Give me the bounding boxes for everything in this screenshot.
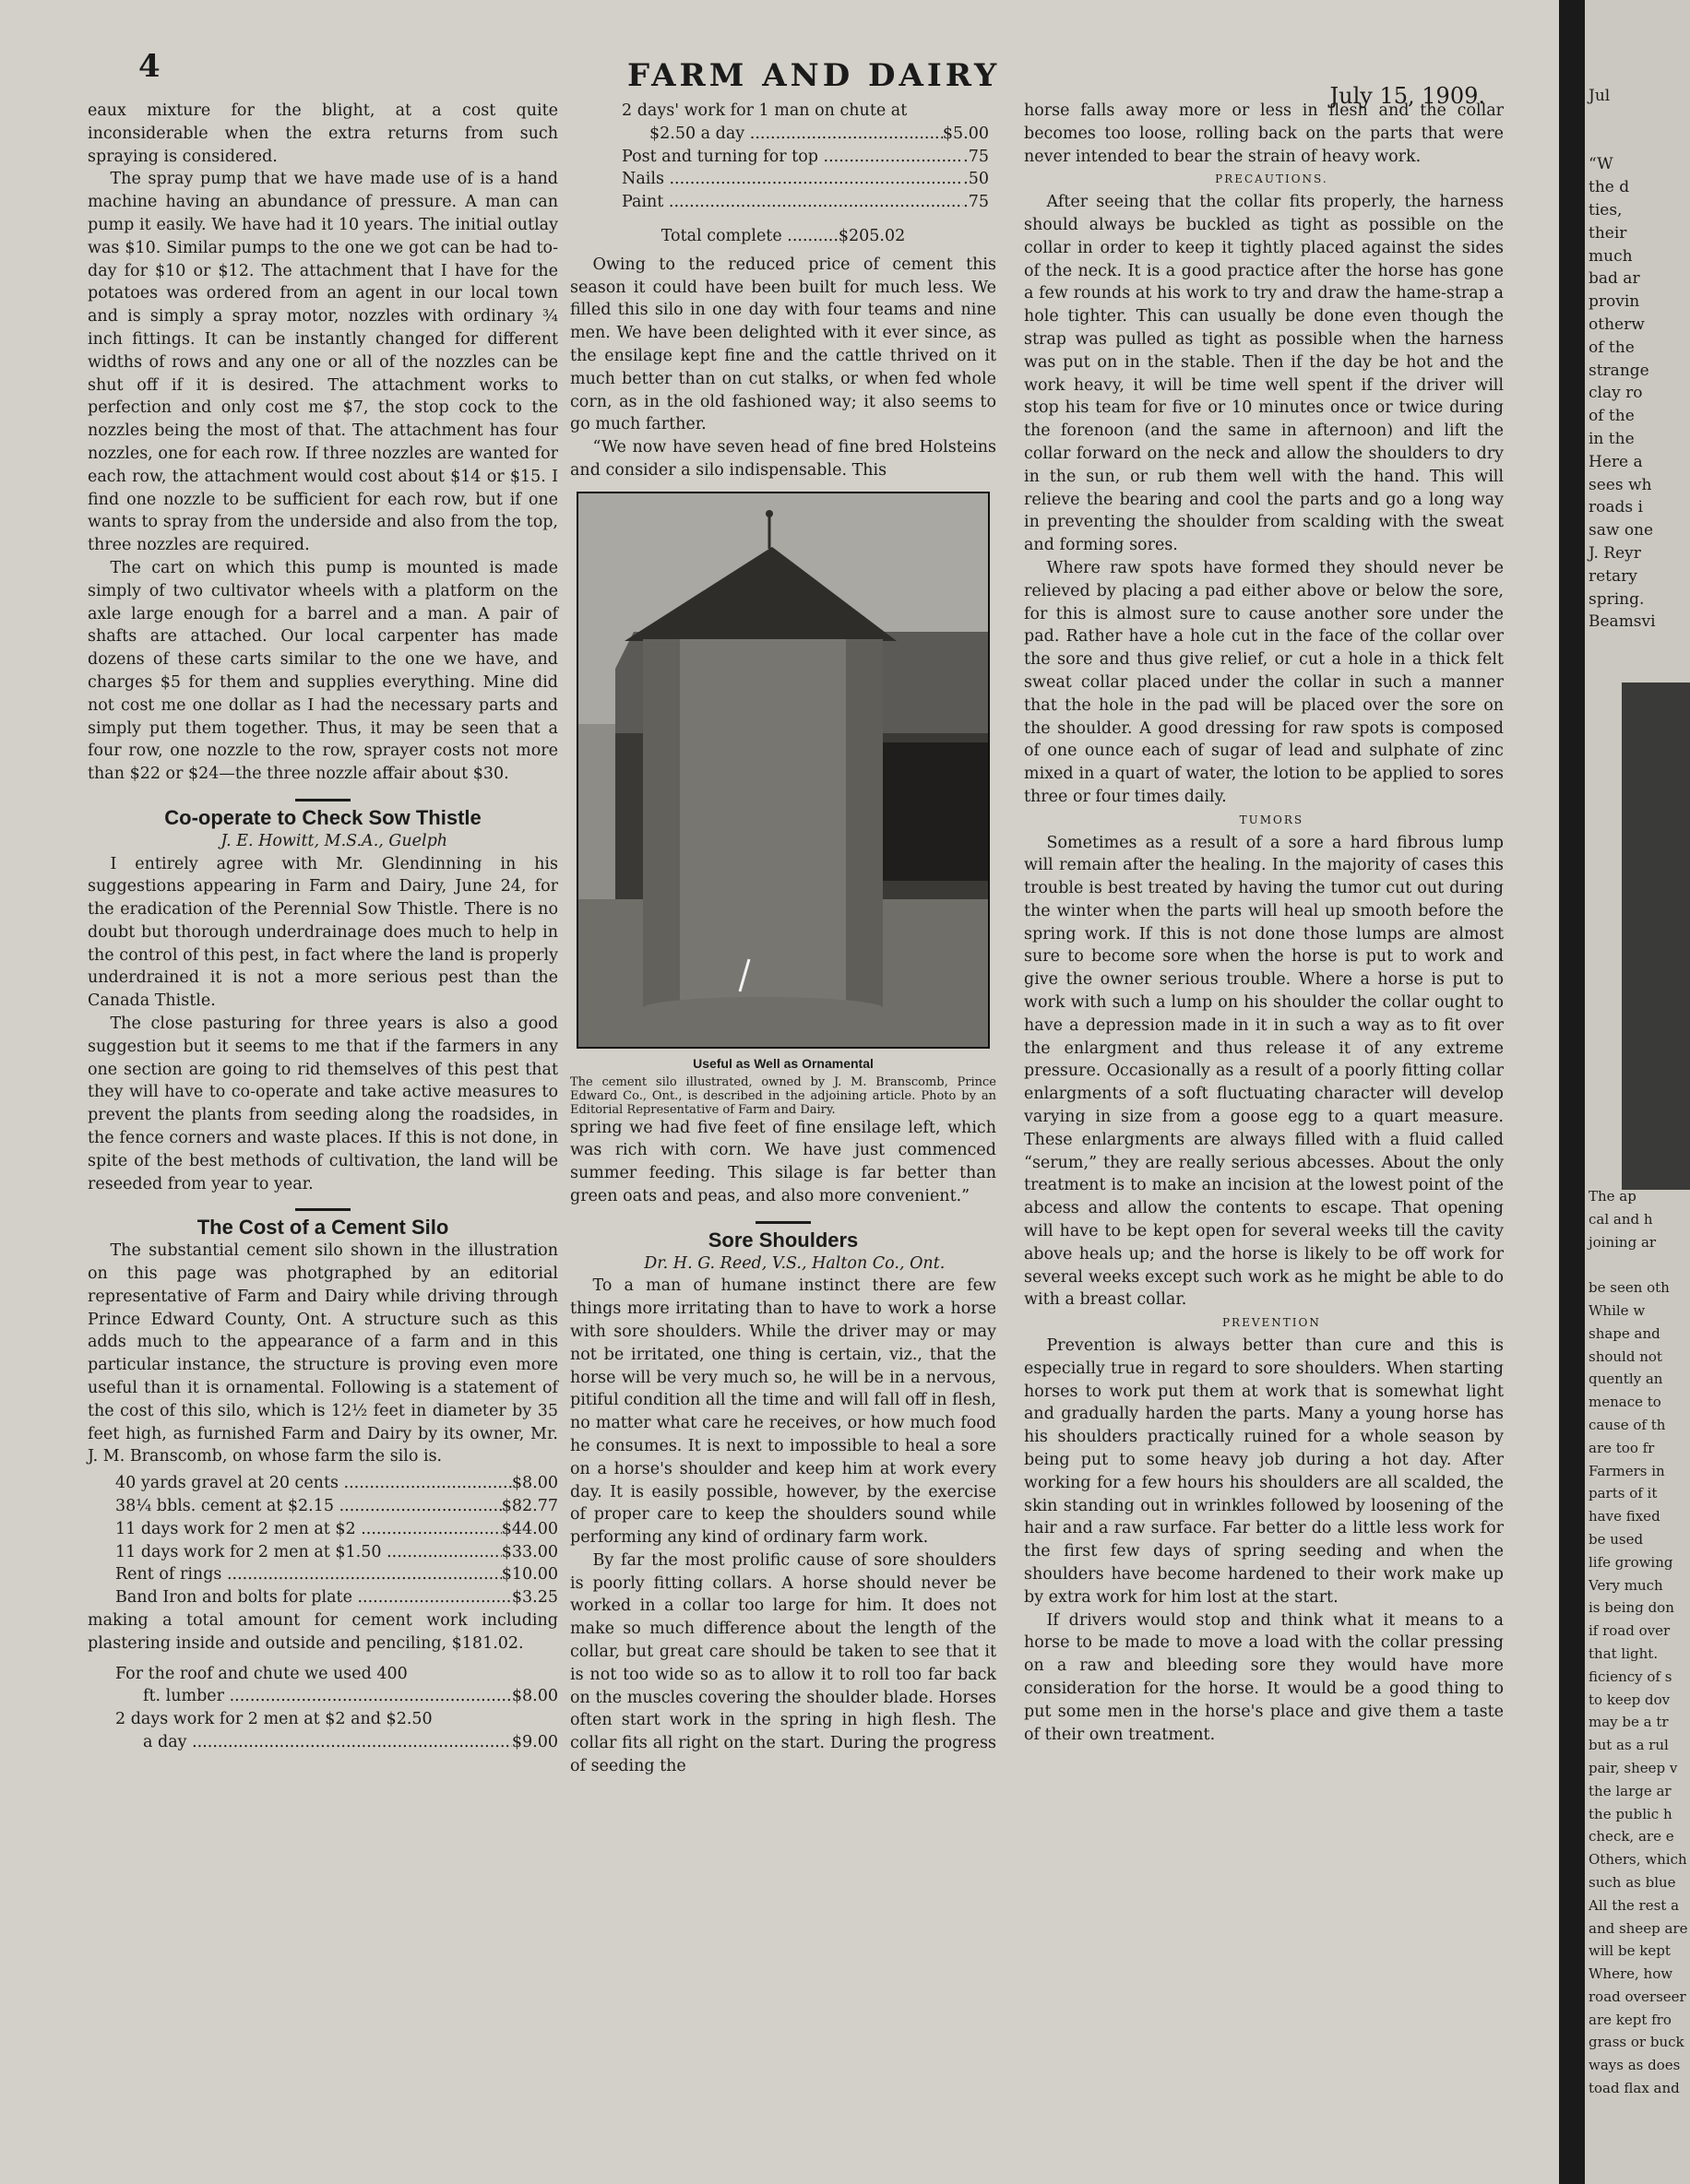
ledger-amount: $44.00 xyxy=(501,1519,558,1538)
paragraph: By far the most prolific cause of sore shoulders is poorly fitting collars. A horse should never be worked in a collar too large for him. It does not make so much difference about the length of the collar, but great care should be taken to see that it is not too wide so as to allow it to roll too far back on the muscles covering the shoulder blade. Horses often start work in the spring in high flesh. The collar fits all right on the start. During the progress of seeding the xyxy=(570,1550,996,1776)
ledger-amount: $8.00 xyxy=(511,1687,558,1706)
ledger-item: a day ..... xyxy=(143,1731,512,1754)
ledger-item: Band Iron and bolts for plate ..... xyxy=(115,1586,512,1609)
roof-ledger xyxy=(88,1663,558,1754)
facing-page-photo xyxy=(1622,682,1690,1190)
ledger-item: For the roof and chute we used 400 xyxy=(115,1664,408,1683)
byline: Dr. H. G. Reed, V.S., Halton Co., Ont. xyxy=(644,1253,946,1273)
article-title-cement-silo: The Cost of a Cement Silo xyxy=(196,1216,449,1240)
total-line: Total complete ..........$205.02 xyxy=(661,226,906,245)
photo-caption-text: The cement silo illustrated, owned by J. M. Branscomb, Prince Edward Co., Ont., is described in the adjoining article. Photo by an Editorial Representative of Farm and Dairy. xyxy=(570,1074,996,1117)
ledger-amount: $33.00 xyxy=(501,1542,558,1561)
ledger-amount: $8.00 xyxy=(511,1474,558,1493)
paragraph: Prevention is always better than cure and this is especially true in regard to sore shoulders. When starting horses to work put them at work that is somewhat light and gradually harden the parts. Many a young horse has his shoulders practically ruined for a whole season by being put to some heavy job during a hot day. After working for a few hours his shoulders are all scalded, the skin standing out in wrinkles followed by loosening of the hair and a raw surface. Far better do a little less work for the first few days of spring seeding and when the shoulders have become hardened to their work make up by extra work for him lost at the start. xyxy=(1024,1336,1504,1607)
ledger-amount: $5.00 xyxy=(942,124,989,143)
ledger-row xyxy=(115,1731,558,1754)
cost-ledger xyxy=(88,1472,558,1609)
ledger-amount: .50 xyxy=(963,170,989,189)
paragraph: eaux mixture for the blight, at a cost quite inconsiderable when the extra returns from such spraying is considered. xyxy=(88,101,558,166)
divider xyxy=(756,1221,811,1224)
paragraph: Where raw spots have formed they should never be relieved by placing a pad either above or below the sore, for this is almost sure to cause another sore under the pad. Rather have a hole cut in the face of the collar over the sore and thus give relief, or cut a hole in a thick felt sweat collar placed under the collar in such a manner that the hole in the pad will be placed over the sore on the shoulder. A good dressing for raw spots is composed of one ounce each of sugar of lead and sulphate of zinc mixed in a quart of water, the lotion to be applied to sores three or four times daily. xyxy=(1024,558,1504,806)
ledger-row xyxy=(115,1541,558,1564)
total-label: Total complete xyxy=(661,226,782,245)
facing-page-fragment xyxy=(1585,0,1690,2184)
paragraph: The close pasturing for three years is also a good suggestion but it seems to me that if the farmers in any one section are going to rid themselves of this pest that they will have to co-operate and take active measures to prevent the plants from seeding along the roadsides, in the fence corners and waste places. If this is not done, in spite of the best methods of cultivation, the land will be reseeded from year to year. xyxy=(88,1015,558,1193)
ledger-row xyxy=(115,1586,558,1609)
silo-photo xyxy=(577,492,990,1049)
paragraph: “We now have seven head of fine bred Holsteins and consider a silo indispensable. This xyxy=(570,438,996,480)
ledger-amount: $82.77 xyxy=(501,1497,558,1516)
column-2 xyxy=(570,100,996,1778)
paragraph: I entirely agree with Mr. Glendinning in his suggestions appearing in Farm and Dairy, June 24, for the eradication of the Perennial Sow Thistle. There is no doubt but thorough underdrainage does much to help in the control of this pest, in fact where the land is properly underdrained it is not a more serious pest than the Canada Thistle. xyxy=(88,854,558,1011)
subheading-prevention: PREVENTION xyxy=(1221,1316,1321,1330)
article-title-sore-shoulders: Sore Shoulders xyxy=(708,1228,859,1252)
ledger-row xyxy=(622,146,989,169)
silo-photo-image xyxy=(578,493,988,1047)
paragraph: The substantial cement silo shown in the illustration on this page was photgraphed by an editorial representative of Farm and Dairy while driving through Prince Edward County, Ont. A structure such as this adds much to the appearance of a farm and in this particular instance, the structure is proving even more useful than it is ornamental. Following is a statement of the cost of this silo, which is 12½ feet in diameter by 35 feet high, as furnished Farm and Dairy by its owner, Mr. J. M. Branscomb, on whose farm the silo is. xyxy=(88,1241,558,1466)
ledger-amount: .75 xyxy=(963,193,989,212)
ledger-amount: $10.00 xyxy=(501,1565,558,1585)
page-header xyxy=(138,48,1513,109)
facing-page-text-top: Jul “W the d ties, their much bad ar provin otherw of the strange clay ro of the in the Here a sees wh roads i saw one J. Reyr retary spring. Beamsvi xyxy=(1589,87,1656,632)
paragraph: The spray pump that we have made use of is a hand machine having an abundance of pressure. A man can pump it easily. We have had it 10 years. The initial outlay was $10. Similar pumps to the one we got can be had to-day for $10 or $12. The attachment that I have for the potatoes was ordered from an agent in our local town and is simply a spray motor, nozzles with ordinary ¾ inch fittings. It can be instantly changed for different widths of rows and any one or all of the nozzles can be shut off if it is desired. The attachment works to perfection and only cost me $7, the stop cock to the nozzles being the most of that. The attachment has four nozzles, one for each row. If three nozzles are wanted for each row, the attachment would cost about $14 or $15. I find one nozzle to be sufficient for each row, but if one wants to spray from the underside and also from the top, three nozzles are required. xyxy=(88,170,558,555)
ledger-item: ft. lumber ..... xyxy=(143,1685,512,1708)
column-3 xyxy=(1024,100,1504,1746)
paragraph: Owing to the reduced price of cement this season it could have been built for much less. We filled this silo in one day with four teams and nine men. We have been delighted with it ever since, as the ensilage kept fine and the cattle thrived on it much better than on cut stalks, or when fed whole corn, as in the old fashioned way; it also seems to go much farther. xyxy=(570,255,996,434)
ledger-item: Post and turning for top ..... xyxy=(622,146,963,169)
divider xyxy=(295,799,351,801)
ledger-item: $2.50 a day ..... xyxy=(649,123,943,146)
column-1 xyxy=(88,100,558,1754)
byline: J. E. Howitt, M.S.A., Guelph xyxy=(220,831,448,850)
ledger-item: Rent of rings ..... xyxy=(115,1563,502,1586)
ledger-item: 11 days work for 2 men at $1.50 ..... xyxy=(115,1541,502,1564)
ledger-item: 40 yards gravel at 20 cents ..... xyxy=(115,1472,512,1495)
subheading-precautions: PRECAUTIONS. xyxy=(1215,172,1328,186)
ledger-item: 2 days work for 2 men at $2 and $2.50 xyxy=(115,1710,433,1729)
paragraph: Sometimes as a result of a sore a hard fibrous lump will remain after the healing. In the majority of cases this trouble is best treated by having the tumor cut out during the winter when the parts will heal up smooth before the spring work. If this is not done those lumps are almost sure to become sore when the horse is put to work and give the owner serious trouble. Where a horse is put to work with such a lump on his shoulder the collar ought to have a depression made in it in such a way as to fit over the enlargment and thus release it of any extreme pressure. Occasionally as a result of a poorly fitting collar enlargments of a soft fluctuating character will develop varying in size from a goose egg to a quart measure. These enlargments are always filled with a fluid called “serum,” they are really serious abcesses. About the only treatment is to make an incision at the lowest point of the abcess and allow the contents to escape. That opening will have to be kept open for several weeks till the cavity above heals up; and the horse is likely to be off work for several weeks except such work as he might be able to do with a breast collar. xyxy=(1024,833,1504,1310)
divider xyxy=(295,1208,351,1211)
ledger-row xyxy=(115,1495,558,1518)
article-title-sow-thistle: Co-operate to Check Sow Thistle xyxy=(164,805,482,829)
ledger-amount: $9.00 xyxy=(511,1732,558,1751)
facing-page-text-bottom: The ap cal and h joining ar be seen oth While w shape and should not quently an menace to cause of th are too fr Farmers in parts of it have fixed be used life growing Very much is being don if road over that light. ficiency of s to keep dov may be a tr but as a rul pair, sheep v the large ar the public h check, are e Others, which such as blue All the rest a and sheep are will be kept Where, how road overseer are kept fro grass or buck ways as does toad flax and xyxy=(1589,1188,1688,2097)
page-number: 4 xyxy=(138,48,161,85)
ledger-item: 38¼ bbls. cement at $2.15 ..... xyxy=(115,1495,502,1518)
paragraph: After seeing that the collar fits properly, the harness should always be buckled as tight as possible on the collar in order to keep it tightly placed against the sides of the neck. It is a good practice after the horse has gone a few rounds at his work to try and draw the hame-strap a hole tighter. This can usually be done even though the strap was pulled as tight as possible when the harness was put on in the stable. Then if the day be hot and the work heavy, it will be time well spent if the driver will stop his team for five or 10 minutes once or twice during the forenoon (and the same in afternoon) and lift the collar forward on the neck and allow the shoulders to dry in the sun, or rub them well with the hand. This will relieve the bearing and cool the parts and go a long way in preventing the shoulder from scalding with the sweat and forming sores. xyxy=(1024,193,1504,555)
photo-caption-title: Useful as Well as Ornamental xyxy=(693,1055,874,1071)
subheading-tumors: TUMORS xyxy=(1239,813,1304,826)
page-gutter xyxy=(1559,0,1585,2184)
ledger-amount: .75 xyxy=(963,147,989,166)
paragraph: The cart on which this pump is mounted is made simply of two cultivator wheels with a platform on the axle large enough for a barrel and a man. A pair of shafts are attached. Our local carpenter has made dozens of these carts similar to the one we have, and charges $5 for them and supplies everything. Mine did not cost me one dollar as I had the necessary parts and simply put them together. Thus, it may be seen that a four row, one nozzle to the row, sprayer costs not more than $22 or $24—the three nozzle affair about $30. xyxy=(88,558,558,784)
paragraph: spring we had five feet of fine ensilage left, which was rich with corn. We have just commenced summer feeding. This silage is far better than green oats and peas, and also more convenient.” xyxy=(570,1118,996,1205)
masthead: FARM AND DAIRY xyxy=(627,57,1001,94)
ledger-item: Paint ..... xyxy=(622,191,963,214)
ledger-item: Nails ..... xyxy=(622,168,963,191)
ledger-item: 11 days work for 2 men at $2 ..... xyxy=(115,1518,502,1541)
paragraph: If drivers would stop and think what it means to a horse to be made to move a load with the collar pressing on a raw and bleeding sore they would have more consideration for the horse. It would be a good thing to put some men in the horse's place and give them a taste of their own treatment. xyxy=(1024,1610,1504,1744)
ledger-row xyxy=(115,1518,558,1541)
total-amount: $205.02 xyxy=(838,226,906,245)
ledger-row xyxy=(622,123,989,146)
paragraph: To a man of humane instinct there are few things more irritating than to have to work a horse with sore shoulders. While the driver may or may not be irritated, one thing is certain, viz., that the horse will be very much so, he will be in a nervous, pitiful condition all the time and will fall off in flesh, no matter what care he receives, or how much food he consumes. It is next to impossible to heal a sore on a horse's shoulder and keep him at work every day. It is easily possible, however, by the exercise of proper care to keep the shoulders sound while performing any kind of ordinary farm work. xyxy=(570,1276,996,1548)
paragraph: horse falls away more or less in flesh and the collar becomes too loose, rolling back on the parts that were never intended to bear the strain of heavy work. xyxy=(1024,101,1504,166)
ledger-row xyxy=(115,1685,558,1708)
ledger-row xyxy=(622,191,989,214)
cost-ledger-continued xyxy=(570,100,996,214)
issue-date: July 15, 1909. xyxy=(1329,83,1485,109)
ledger-row xyxy=(115,1563,558,1586)
ledger-row xyxy=(622,168,989,191)
ledger-item: 2 days' work for 1 man on chute at xyxy=(622,101,908,120)
paragraph: making a total amount for cement work including plastering inside and outside and penciling, $181.02. xyxy=(88,1611,558,1653)
ledger-amount: $3.25 xyxy=(511,1588,558,1608)
ledger-row xyxy=(115,1472,558,1495)
